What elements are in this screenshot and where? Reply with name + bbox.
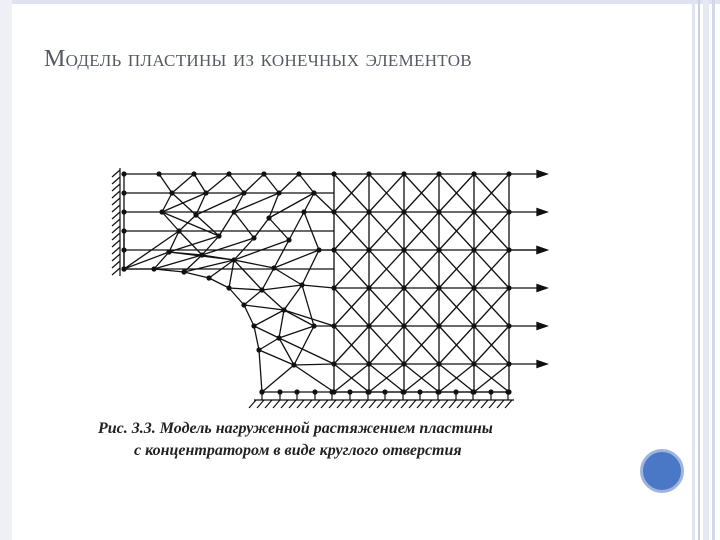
mesh-node (311, 323, 316, 328)
mesh-edge (229, 260, 234, 288)
mesh-edge (294, 365, 334, 392)
mesh-edge (254, 218, 269, 238)
bottom-hatch (497, 400, 504, 408)
bottom-hatch (473, 400, 480, 408)
mesh-node (471, 285, 476, 290)
mesh-node (226, 171, 231, 176)
mesh-node (401, 209, 406, 214)
load-arrow-head (537, 323, 547, 330)
mesh-node (241, 190, 246, 195)
mesh-node (400, 389, 405, 394)
bottom-hatch (409, 400, 416, 408)
wall-hatch (112, 254, 120, 261)
mesh-edge (262, 285, 302, 290)
mesh-node (166, 249, 171, 254)
load-arrow-head (537, 285, 547, 292)
mesh-node (453, 389, 458, 394)
mesh-node (401, 247, 406, 252)
mesh-edge (262, 290, 284, 310)
bottom-hatch (433, 400, 440, 408)
mesh-edge (274, 268, 302, 285)
mesh-edge (206, 174, 229, 193)
mesh-edge (259, 338, 279, 350)
wall-hatch (112, 184, 120, 191)
mesh-edge (229, 288, 262, 290)
wall-hatch (112, 226, 120, 233)
bottom-hatch (273, 400, 280, 408)
mesh-node (156, 171, 161, 176)
mesh-node (417, 389, 422, 394)
slide-title: Модель пластины из конечных элементов (44, 46, 472, 72)
mesh-node (191, 171, 196, 176)
hole-boundary (254, 326, 259, 350)
mesh-node (193, 212, 198, 217)
mesh-node (301, 209, 306, 214)
mesh-node (299, 282, 304, 287)
mesh-node (506, 323, 511, 328)
mesh-node (296, 171, 301, 176)
mesh-node (261, 171, 266, 176)
mesh-node (231, 257, 236, 262)
mesh-node (488, 389, 493, 394)
mesh-node (506, 247, 511, 252)
bottom-hatch (369, 400, 376, 408)
mesh-node (311, 190, 316, 195)
bottom-hatch (377, 400, 384, 408)
mesh-node (271, 265, 276, 270)
wall-hatch (112, 261, 120, 268)
mesh-node (159, 209, 164, 214)
mesh-node (121, 171, 126, 176)
mesh-node (176, 228, 181, 233)
mesh-edge (229, 174, 244, 193)
mesh-node (506, 171, 511, 176)
wall-hatch (112, 170, 120, 177)
mesh-edge (259, 350, 294, 365)
mesh-node (506, 209, 511, 214)
mesh-edge (194, 174, 206, 193)
mesh-node (231, 209, 236, 214)
mesh-node (401, 171, 406, 176)
bottom-hatch (353, 400, 360, 408)
mesh-edge (159, 174, 172, 193)
bottom-hatch (449, 400, 456, 408)
figure-caption-line-1: Рис. 3.3. Модель нагруженной растяжением пластины (98, 420, 493, 437)
mesh-node (151, 266, 156, 271)
mesh-edge (162, 193, 206, 212)
wall-hatch (112, 212, 120, 219)
mesh-node (259, 287, 264, 292)
hole-boundary (244, 305, 254, 326)
mesh-node (203, 190, 208, 195)
mesh-node (226, 285, 231, 290)
mesh-node (366, 361, 371, 366)
bottom-hatch (345, 400, 352, 408)
bottom-hatch (489, 400, 496, 408)
wall-hatch (112, 191, 120, 198)
mesh-edge (162, 212, 219, 236)
mesh-edge (264, 174, 279, 193)
slide-left-band (0, 0, 12, 540)
mesh-node (436, 247, 441, 252)
mesh-edge (254, 326, 279, 338)
wall-hatch (112, 247, 120, 254)
bottom-hatch (457, 400, 464, 408)
mesh-node (506, 285, 511, 290)
hole-boundary (209, 278, 229, 288)
wall-hatch (112, 219, 120, 226)
mesh-node (347, 389, 352, 394)
bottom-hatch (505, 400, 512, 408)
mesh-edge (172, 174, 194, 193)
bottom-hatch (481, 400, 488, 408)
bottom-hatch (257, 400, 264, 408)
mesh-node (251, 235, 256, 240)
mesh-node (470, 389, 475, 394)
mesh-node (276, 190, 281, 195)
mesh-node (401, 285, 406, 290)
mesh-node (471, 361, 476, 366)
wall-hatch (112, 268, 120, 275)
load-arrow-head (537, 361, 547, 368)
mesh-node (365, 389, 370, 394)
hole-boundary (259, 350, 262, 392)
mesh-node (401, 361, 406, 366)
mesh-node (121, 228, 126, 233)
mesh-node (436, 171, 441, 176)
bottom-hatch (361, 400, 368, 408)
mesh-node (366, 209, 371, 214)
mesh-edge (262, 268, 274, 290)
mesh-node (281, 307, 286, 312)
mesh-node (286, 237, 291, 242)
mesh-node (199, 252, 204, 257)
bottom-hatch (441, 400, 448, 408)
slide-right-decoration (692, 0, 720, 540)
load-arrow-head (537, 247, 547, 254)
mesh-edge (279, 310, 284, 338)
bottom-hatch (401, 400, 408, 408)
mesh-node (366, 171, 371, 176)
mesh-node (241, 302, 246, 307)
mesh-edge (244, 174, 264, 193)
hole-boundary (184, 272, 209, 278)
mesh-edge (244, 290, 262, 305)
mesh-node (366, 323, 371, 328)
mesh-node (435, 389, 440, 394)
bottom-hatch (465, 400, 472, 408)
mesh-node (382, 389, 387, 394)
mesh-node (312, 389, 317, 394)
mesh-node (206, 275, 211, 280)
figure-caption-line-2: с концентратором в виде круглого отверстия (134, 442, 462, 459)
figure-caption (98, 418, 578, 462)
load-arrow-head (537, 209, 547, 216)
mesh-edge (289, 212, 304, 240)
mesh-node (436, 285, 441, 290)
mesh-node (471, 171, 476, 176)
mesh-node (471, 323, 476, 328)
bottom-hatch (329, 400, 336, 408)
wall-hatch (112, 177, 120, 184)
mesh-node (181, 269, 186, 274)
mesh-node (505, 389, 510, 394)
mesh-node (291, 362, 296, 367)
mesh-node (169, 190, 174, 195)
mesh-node (471, 209, 476, 214)
bottom-hatch (305, 400, 312, 408)
bottom-hatch (281, 400, 288, 408)
mesh-node (471, 247, 476, 252)
bottom-hatch (337, 400, 344, 408)
mesh-node (436, 323, 441, 328)
wall-hatch (112, 240, 120, 247)
mesh-edge (234, 212, 254, 238)
mesh-edge (302, 285, 334, 288)
mesh-edge (294, 364, 334, 365)
mesh-node (331, 323, 336, 328)
load-arrow-head (537, 171, 547, 178)
mesh-edge (262, 365, 294, 392)
mesh-edge (254, 310, 284, 326)
mesh-node (331, 171, 336, 176)
bottom-hatch (417, 400, 424, 408)
slide-decor-circle (640, 449, 684, 493)
mesh-node (506, 361, 511, 366)
mesh-node (331, 247, 336, 252)
mesh-node (277, 389, 282, 394)
mesh-edge (162, 212, 179, 231)
bottom-hatch (313, 400, 320, 408)
mesh-node (216, 233, 221, 238)
mesh-node (256, 347, 261, 352)
mesh-node (276, 335, 281, 340)
bottom-hatch (393, 400, 400, 408)
bottom-hatch (321, 400, 328, 408)
mesh-edge (314, 193, 334, 212)
mesh-edge (279, 174, 299, 193)
mesh-node (294, 389, 299, 394)
mesh-node (401, 323, 406, 328)
mesh-node (266, 215, 271, 220)
mesh-edge (219, 212, 234, 236)
mesh-node (366, 285, 371, 290)
wall-hatch (112, 198, 120, 205)
wall-hatch (112, 205, 120, 212)
mesh-node (121, 190, 126, 195)
mesh-edge (196, 215, 219, 236)
mesh-edge (299, 174, 314, 193)
mesh-node (329, 389, 334, 394)
bottom-hatch (385, 400, 392, 408)
mesh-node (121, 266, 126, 271)
bottom-hatch (297, 400, 304, 408)
mesh-node (331, 209, 336, 214)
mesh-edge (284, 285, 302, 310)
mesh-node (316, 247, 321, 252)
mesh-node (436, 209, 441, 214)
wall-hatch (112, 233, 120, 240)
mesh-node (331, 285, 336, 290)
mesh-node (259, 389, 264, 394)
bottom-hatch (425, 400, 432, 408)
bottom-hatch (249, 400, 256, 408)
mesh-edge (269, 218, 289, 240)
mesh-node (331, 361, 336, 366)
slide-top-edge (0, 0, 720, 4)
mesh-node (121, 209, 126, 214)
hole-boundary (229, 288, 244, 305)
mesh-node (251, 323, 256, 328)
mesh-node (121, 247, 126, 252)
mesh-node (366, 247, 371, 252)
bottom-hatch (289, 400, 296, 408)
mesh-node (436, 361, 441, 366)
bottom-hatch (265, 400, 272, 408)
mesh-edge (244, 305, 284, 310)
